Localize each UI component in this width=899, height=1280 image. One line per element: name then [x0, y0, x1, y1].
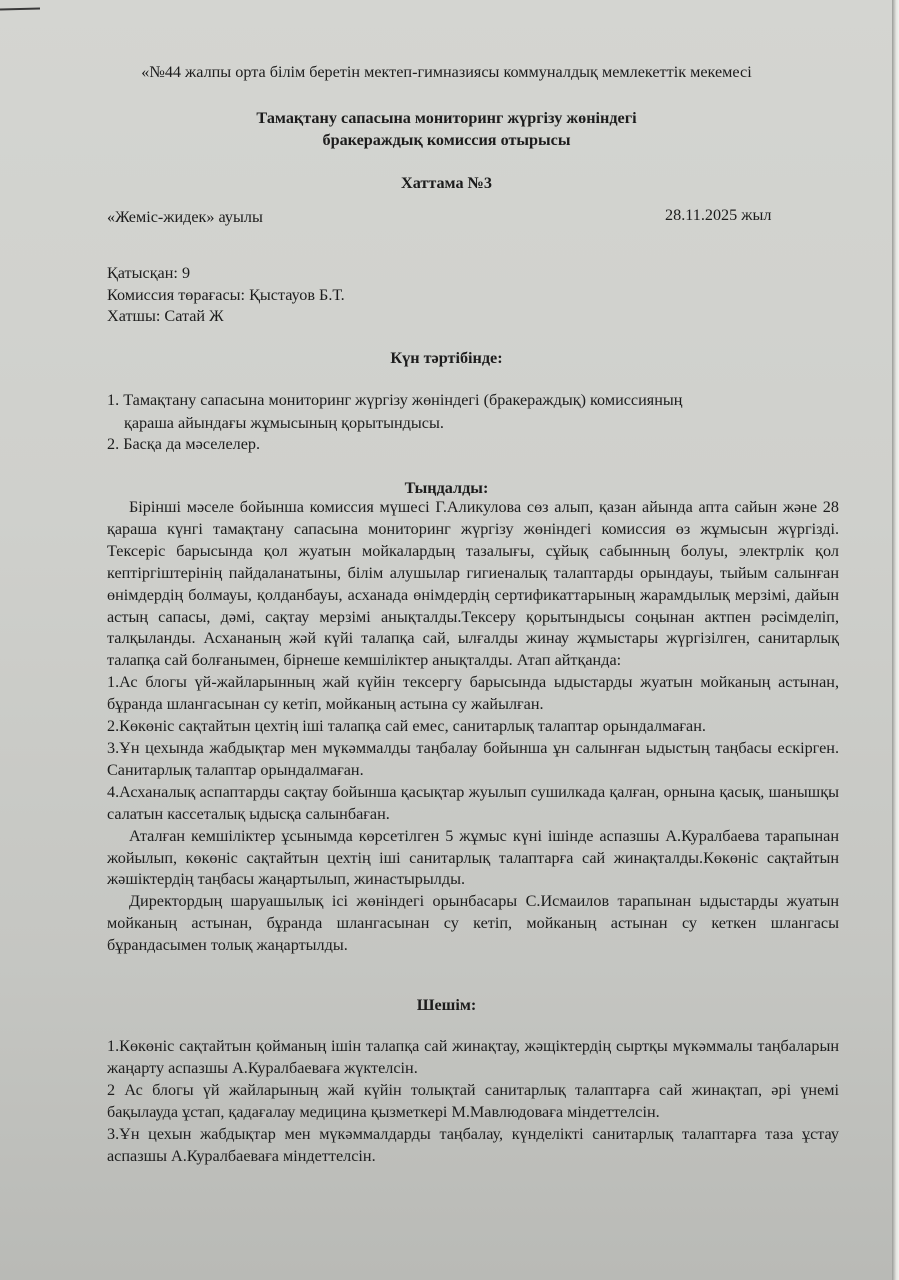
finding-item: 2.Көкөніс сақтайтын цехтің іші талапқа сай емес, санитарлық талаптар орындалмаған. — [107, 717, 706, 736]
attendance-count: Қатысқан: 9 — [107, 264, 191, 282]
commission-chair: Комиссия төрағасы: Қыстауов Б.Т. — [107, 286, 345, 304]
finding-item: 3.Ұн цехында жабдықтар мен мүкәммалды таңбалау бойынша ұн салынған ыдыстың таңбасы ескірген. Санитарлық талаптар орындалмаған. — [107, 738, 839, 779]
institution-name: «№44 жалпы орта білім беретін мектеп-гимназиясы коммуналдық мемлекеттік мекемесі — [141, 63, 752, 81]
finding-item: 1.Ас блогы үй-жайларынның жай күйін тексергу барысында ыдыстарды жуатын мойканың астынан, бұранда шлангасынан су кетіп, мойканың астына су жайылған. — [107, 673, 839, 714]
agenda-item-1-cont: қараша айындағы жұмысының қорытындысы. — [124, 414, 444, 432]
location: «Жеміс-жидек» ауылы — [107, 208, 263, 226]
agenda-heading: Күн тәртібінде: — [390, 349, 503, 367]
decision-section — [107, 1036, 839, 1167]
date: 28.11.2025 жыл — [665, 206, 772, 224]
heard-heading: Тыңдалды: — [404, 479, 489, 497]
decision-item: 2 Ас блогы үй жайларының жай күйін толықтай санитарлық талаптарға сай жинақтап, әрі үнемі бақылауда ұстап, қадағалау медицина қызметкері М.Мавлюдоваға міндеттелсін. — [107, 1080, 839, 1121]
decision-heading: Шешім: — [416, 996, 477, 1014]
title-line-2: бракераждық комиссия отырысы — [322, 131, 571, 149]
heard-section — [107, 497, 839, 957]
followup-paragraph-1: Аталған кемшіліктер ұсынымда көрсетілген 5 жұмыс күні ішінде аспазшы А.Куралбаева тарапынан жойылып, көкөніс сақтайтын цехтің іші санитарлық талаптарға сай жинақталды.Көкөніс сақтайтын жәшіктердің таңбасы жаңартылып, жинастырылды. — [107, 826, 839, 889]
title-line-1: Тамақтану сапасына мониторинг жүргізу жөніндегі — [256, 109, 637, 127]
heard-intro: Бірінші мәселе бойынша комиссия мүшесі Г.Аликулова сөз алып, қазан айында апта сайын және 28 қараша күнгі тамақтану сапасына мониторинг жүргізу жөніндегі комиссия өз жұмысын жүргізді. Тексеріс барысында қол жуатын мойкалардың тазалығы, сұйық сабынның болуы, электрлік қол кептіргіштерінің пайдаланатыны, білім алушылар гигиеналық талаптарды орындауы, тыйым салынған өнімдердің болмауы, қолданбауы, асханада өнімдердің сертификаттарының жарамдылық мерзімі, дайын астың сапасы, дәмі, сақтау мерзімі анықталды.Тексеру қорытындысы соңынан актпен рәсімделіп, талқыланды. Асхананың жәй күйі талапқа сай, ылғалды жинау жұмыстары жүргізілген, санитарлық талапқа сай болғанымен, бірнеше кемшіліктер анықталды. Атап айтқанда: — [107, 498, 839, 670]
followup-paragraph-2: Директордың шаруашылық ісі жөніндегі орынбасары С.Исмаилов тарапынан ыдыстарды жуатын мойканың астынан, бұранда шлангасынан су кетіп, мойканың астынан су кеткен шлангасы бұрандасымен толық жаңартылды. — [107, 892, 839, 955]
agenda-item-1: 1. Тамақтану сапасына мониторинг жүргізу жөніндегі (бракераждық) комиссияның — [107, 391, 683, 409]
scan-mark — [0, 7, 40, 10]
decision-item: 1.Көкөніс сақтайтын қойманың ішін талапқа сай жинақтау, жәщіктердің сыртқы мүкәммалы таңбаларын жаңарту аспазшы А.Куралбаеваға жүктелсін. — [107, 1037, 839, 1077]
protocol-number: Хаттама №3 — [401, 174, 492, 192]
agenda-item-2: 2. Басқа да мәселелер. — [107, 435, 261, 453]
secretary: Хатшы: Сатай Ж — [107, 307, 224, 325]
finding-item: 4.Асханалық аспаптарды сақтау бойынша қасықтар жуылып сушилкада қалған, орнына қасық, шанышқы салатын кассеталық ыдысқа салынбаған. — [107, 782, 839, 823]
paper-edge — [892, 0, 899, 1280]
decision-item: 3.Ұн цехын жабдықтар мен мүкәммалдарды таңбалау, күнделікті санитарлық талаптарға таза ұстау аспазшы А.Куралбаеваға міндеттелсін. — [107, 1124, 839, 1165]
